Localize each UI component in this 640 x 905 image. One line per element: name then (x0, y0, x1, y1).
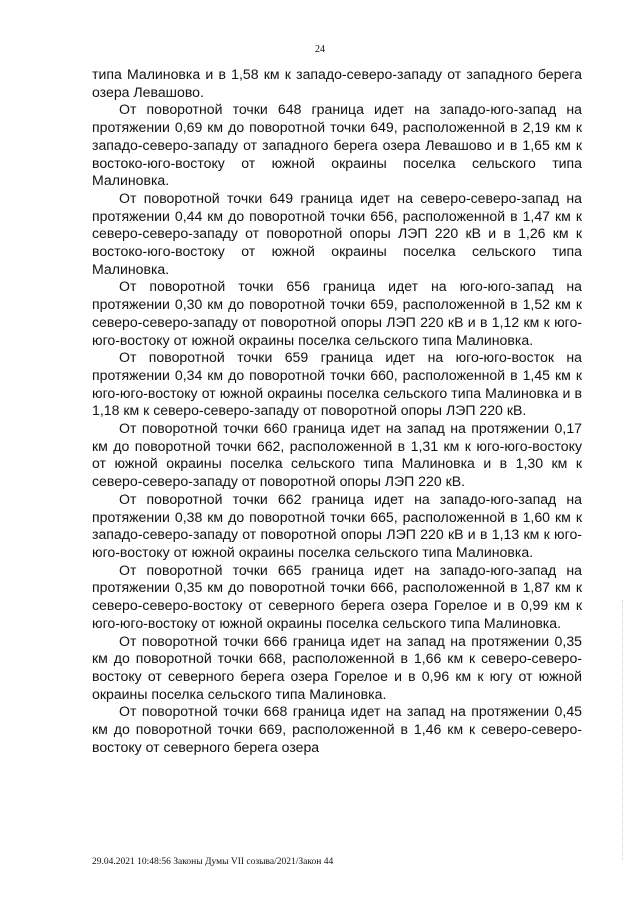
margin-scan-marks (622, 600, 627, 860)
paragraph-point-649: От поворотной точки 649 граница идет на северо-северо-запад на протяжении 0,44 км до поворотной точки 656, расположенной в 1,47 км к северо-северо-западу от поворотной опоры ЛЭП 220 кВ и в 1,26 км к востоко-юго-востоку от южной окраины поселка сельского типа Малиновка. (92, 189, 582, 277)
paragraph-point-656: От поворотной точки 656 граница идет на юго-юго-запад на протяжении 0,30 км до поворотной точки 659, расположенной в 1,52 км к северо-северо-западу от поворотной опоры ЛЭП 220 кВ и в 1,12 км к юго-юго-востоку от южной окраины поселка сельского типа Малиновка. (92, 278, 582, 348)
page-number: 24 (315, 44, 325, 55)
paragraph-point-668: От поворотной точки 668 граница идет на запад на протяжении 0,45 км до поворотной точки 669, расположенной в 1,46 км к северо-северо-востоку от северного берега озера (92, 703, 582, 755)
paragraph-point-648: От поворотной точки 648 граница идет на западо-юго-запад на протяжении 0,69 км до поворотной точки 649, расположенной в 2,19 км к западо-северо-западу от западного берега озера Левашово и в 1,65 км к востоко-юго-востоку от южной окраины поселка сельского типа Малиновка. (92, 101, 582, 189)
paragraph-point-665: От поворотной точки 665 граница идет на западо-юго-запад на протяжении 0,35 км до поворотной точки 666, расположенной в 1,87 км к северо-северо-востоку от северного берега озера Горелое и в 0,99 км к юго-юго-востоку от южной окраины поселка сельского типа Малиновка. (92, 561, 582, 631)
paragraph-point-660: От поворотной точки 660 граница идет на запад на протяжении 0,17 км до поворотной точки 662, расположенной в 1,31 км к юго-юго-востоку от южной окраины поселка сельского типа Малиновка и в 1,30 км к северо-северо-западу от поворотной опоры ЛЭП 220 кВ. (92, 420, 582, 490)
paragraph-point-659: От поворотной точки 659 граница идет на юго-юго-восток на протяжении 0,34 км до поворотной точки 660, расположенной в 1,45 км к юго-юго-востоку от южной окраины поселка сельского типа Малиновка и в 1,18 км к северо-северо-западу от поворотной опоры ЛЭП 220 кВ. (92, 349, 582, 419)
document-footer: 29.04.2021 10:48:56 Законы Думы VII созыва/2021/Закон 44 (92, 857, 334, 867)
document-body (92, 66, 582, 756)
paragraph-point-662: От поворотной точки 662 граница идет на западо-юго-запад на протяжении 0,38 км до поворотной точки 665, расположенной в 1,60 км к западо-северо-западу от поворотной опоры ЛЭП 220 кВ и в 1,13 км к юго-юго-востоку от южной окраины поселка сельского типа Малиновка. (92, 490, 582, 560)
paragraph-point-666: От поворотной точки 666 граница идет на запад на протяжении 0,35 км до поворотной точки 668, расположенной в 1,66 км к северо-северо-востоку от северного берега озера Горелое и в 0,96 км к югу от южной окраины поселка сельского типа Малиновка. (92, 632, 582, 702)
paragraph-continuation: типа Малиновка и в 1,58 км к западо-северо-западу от западного берега озера Левашово. (92, 66, 582, 100)
